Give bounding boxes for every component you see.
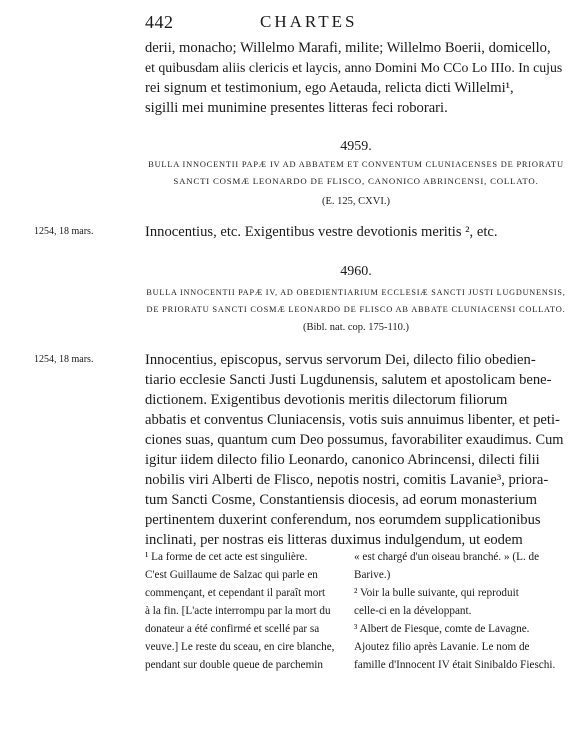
charter-source: (E. 125, CXVI.)	[322, 196, 390, 207]
footnote-line: donateur a été confirmé et scellé par sa	[145, 623, 320, 635]
charter-number: 4960.	[340, 264, 372, 279]
rubric-line: BULLA INNOCENTII PAPÆ IV, AD OBEDIENTIARIUM ECCLESIÆ SANCTI JUSTI LUGDUNENSIS,	[146, 288, 566, 297]
footnote-line: ¹ La forme de cet acte est singulière.	[145, 551, 308, 563]
charter-rubric	[145, 284, 567, 318]
text-line: ciones suas, quantum cum Deo possumus, favorabiliter exaudimus. Cum	[145, 432, 564, 448]
rubric-line: BULLA INNOCENTII PAPÆ IV AD ABBATEM ET CONVENTUM CLUNIACENSES DE PRIORATU	[148, 160, 564, 169]
charter-source: (Bibl. nat. cop. 175-110.)	[302, 322, 410, 333]
text-line: tiario ecclesie Sancti Justi Lugdunensis, salutem et apostolicam bene-	[145, 372, 552, 388]
rubric-line: SANCTI COSMÆ LEONARDO DE FLISCO, CANONICO ABRINCENSI, COLLATO.	[173, 176, 539, 186]
footnotes-left	[145, 548, 345, 674]
footnotes-right	[354, 548, 569, 674]
running-title: CHARTES	[260, 12, 358, 31]
text-line: abbatis et conventus Cluniacensis, votis suis annuimus libenter, et peti-	[145, 412, 560, 428]
charter-rubric	[145, 156, 567, 190]
text-line: dictionem. Exigentibus devotionis meritis dilectorum filiorum	[145, 392, 508, 408]
text-line: tum Sancti Cosme, Constantiensis diocesis, ad eorum monasterium	[145, 492, 537, 508]
text-line: inclinati, per nostras eis litteras duximus indulgendum, ut eodem	[145, 532, 523, 548]
text-line: et quibusdam aliis clericis et laycis, anno Domini Mo CCo Lo IIIo. In cujus	[145, 60, 563, 75]
text-line: rei signum et testimonium, ego Aetauda, relicta dicti Willelmi¹,	[145, 80, 514, 96]
footnote-line: ² Voir la bulle suivante, qui reproduit	[354, 587, 519, 599]
intro-paragraph	[145, 38, 567, 118]
page-header	[145, 8, 565, 34]
text-line: pertinentem duxerint conferendum, nos eorumdem supplicationibus	[145, 512, 541, 528]
charter-number: 4959.	[340, 139, 372, 154]
footnote-line: ³ Albert de Fiesque, comte de Lavagne.	[354, 623, 530, 635]
margin-date: 1254, 18 mars.	[34, 226, 94, 237]
page-number: 442	[145, 12, 174, 32]
text-line: Innocentius, episcopus, servus servorum Dei, dilecto filio obedien-	[145, 352, 536, 368]
text-line: derii, monacho; Willelmo Marafi, milite; Willelmo Boerii, domicello,	[145, 40, 551, 56]
footnote-line: pendant sur double queue de parchemin	[145, 659, 324, 671]
footnote-line: commençant, et cependant il paraît mort	[145, 587, 326, 599]
footnote-line: Barive.)	[354, 569, 391, 581]
footnote-line: C'est Guillaume de Salzac qui parle en	[145, 569, 318, 581]
text-line: igitur iidem dilecto filio Leonardo, canonico Abrincensi, dilecti filii	[145, 452, 540, 468]
footnote-line: famille d'Innocent IV était Sinibaldo Fieschi.	[354, 659, 556, 671]
text-line: Innocentius, etc. Exigentibus vestre devotionis meritis ², etc.	[145, 224, 498, 240]
charter-text	[145, 350, 567, 550]
footnote-line: Ajoutez filio après Lavanie. Le nom de	[354, 641, 530, 653]
rubric-line: DE PRIORATU SANCTI COSMÆ LEONARDO DE FLISCO AB ABBATE CLUNIACENSI COLLATO.	[146, 305, 566, 314]
margin-date: 1254, 18 mars.	[34, 354, 94, 365]
footnote-line: « est chargé d'un oiseau branché. » (L. de	[354, 551, 540, 563]
footnote-line: celle-ci en la développant.	[354, 605, 472, 617]
footnote-line: à la fin. [L'acte interrompu par la mort du	[145, 605, 331, 617]
footnote-line: veuve.] Le reste du sceau, en cire blanche,	[145, 641, 335, 653]
charter-text	[145, 222, 567, 242]
text-line: nobilis viri Alberti de Flisco, nepotis nostri, comitis Lavanie³, priora-	[145, 472, 549, 488]
text-line: sigilli mei munimine presentes litteras feci roborari.	[145, 100, 448, 116]
